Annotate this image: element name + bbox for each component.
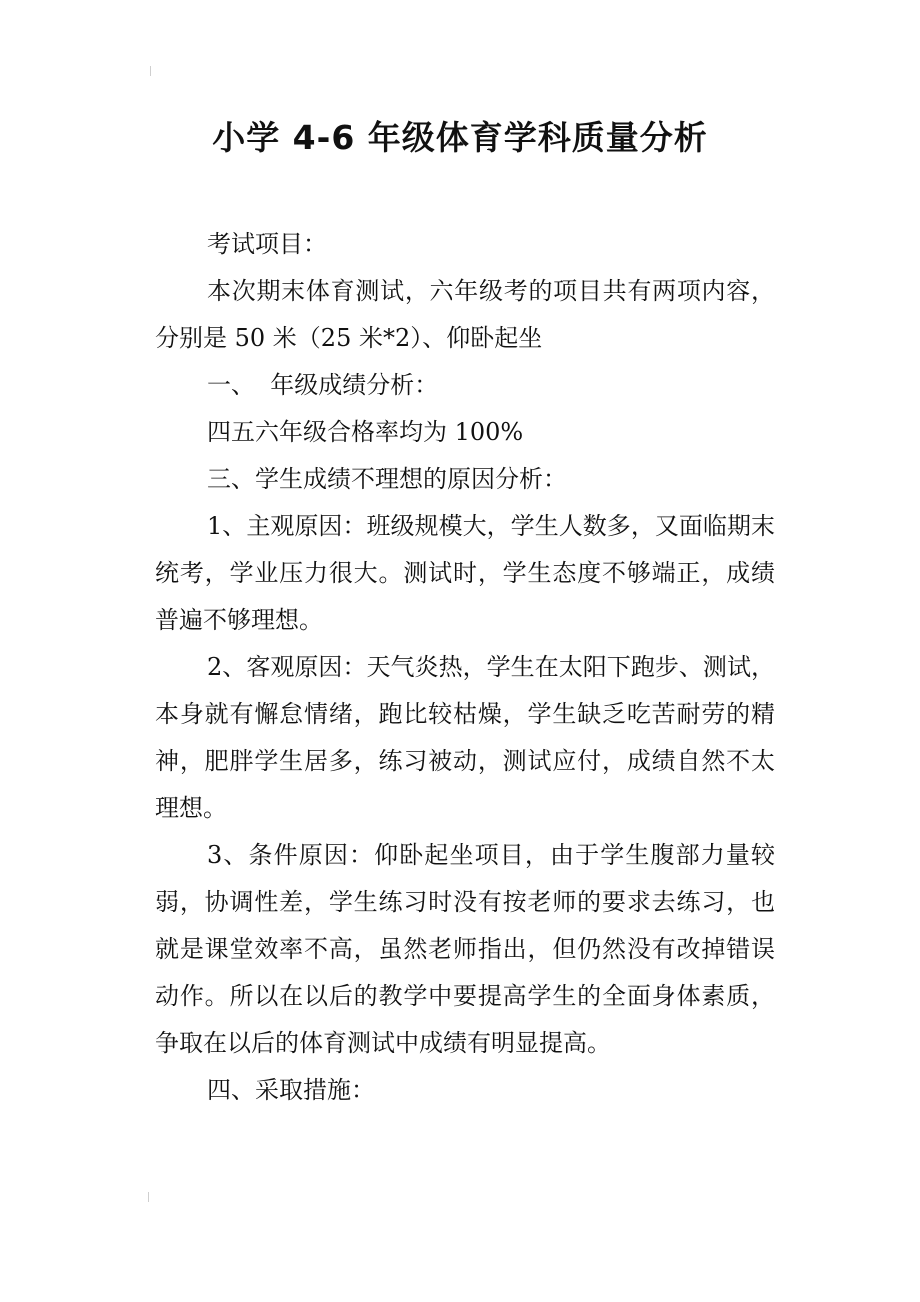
paragraph: 四五六年级合格率均为 100% bbox=[207, 418, 524, 446]
paragraph: 3、条件原因：仰卧起坐项目，由于学生腹部力量较弱，协调性差，学生练习时没有按老师的要求去练习，也就是课堂效率不高，虽然老师指出，但仍然没有改掉错误动作。所以在以后的教学中要提高学生的全面身体素质，争取在以后的体育测试中成绩有明显提高。 bbox=[155, 841, 775, 1057]
paragraph: 考试项目： bbox=[207, 230, 327, 258]
document-title: 小学 4-6 年级体育学科质量分析 bbox=[212, 118, 708, 157]
document-body bbox=[155, 221, 775, 1114]
paragraph: 四、采取措施： bbox=[207, 1076, 375, 1104]
paragraph: 本次期末体育测试，六年级考的项目共有两项内容，分别是 50 米（25 米*2）、仰卧起坐 bbox=[155, 277, 775, 352]
paragraph: 2、客观原因：天气炎热，学生在太阳下跑步、测试，本身就有懈怠情绪，跑比较枯燥，学生缺乏吃苦耐劳的精神，肥胖学生居多，练习被动，测试应付，成绩自然不太理想。 bbox=[155, 653, 775, 822]
paragraph: 一、 年级成绩分析： bbox=[207, 371, 439, 399]
page-corner-mark bbox=[150, 66, 157, 76]
paragraph: 1、主观原因：班级规模大，学生人数多，又面临期末统考，学业压力很大。测试时，学生态度不够端正，成绩普遍不够理想。 bbox=[155, 512, 775, 634]
paragraph: 三、学生成绩不理想的原因分析： bbox=[207, 465, 567, 493]
page-corner-mark bbox=[148, 1192, 155, 1202]
